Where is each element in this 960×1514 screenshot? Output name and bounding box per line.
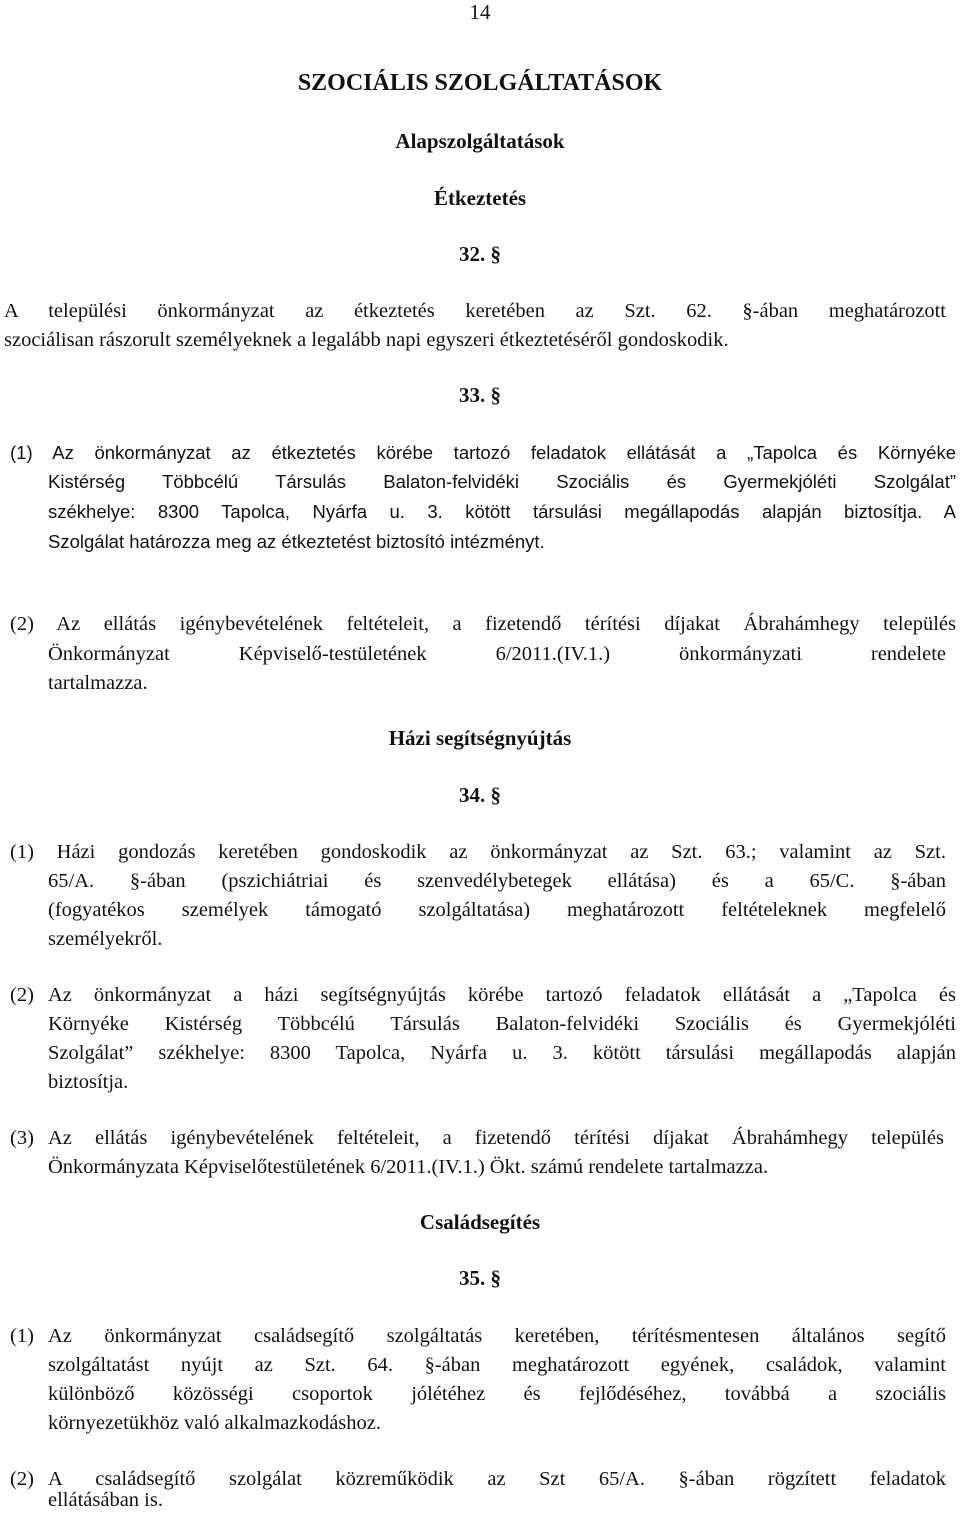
- text-line: Önkormányzata Képviselőtestületének 6/2011.(IV.1.) Ökt. számú rendelete tartalmazza.: [48, 1156, 769, 1178]
- text-line: Környéke Kistérség Többcélú Társulás Balaton-felvidéki Szociális és Gyermekjóléti: [48, 1013, 956, 1035]
- paragraph-number-35: 35. §: [459, 1266, 501, 1290]
- text-line: székhelye: 8300 Tapolca, Nyárfa u. 3. kötött társulási megállapodás alapján biztosítja. A: [48, 501, 956, 522]
- text-line: ellátásában is.: [48, 1489, 163, 1511]
- text-line: szociálisan rászorult személyeknek a legalább napi egyszeri étkeztetéséről gondoskodik.: [4, 329, 729, 351]
- text-line: Az önkormányzat a házi segítségnyújtás körébe tartozó feladatok ellátását a „Tapolca és: [48, 984, 956, 1006]
- text-line: Önkormányzat Képviselő-testületének 6/2011.(IV.1.) önkormányzati rendelete: [48, 643, 946, 665]
- section-heading-csaladsegites: Családsegítés: [419, 1210, 541, 1234]
- subtitle: Alapszolgáltatások: [395, 129, 565, 153]
- document-title: SZOCIÁLIS SZOLGÁLTATÁSOK: [297, 70, 663, 96]
- text-line: 65/A. §-ában (pszichiátriai és szenvedélybetegek ellátása) és a 65/C. §-ában: [48, 870, 946, 892]
- paragraph-number-34: 34. §: [459, 783, 501, 807]
- text-line: tartalmazza.: [48, 672, 148, 694]
- text-line: A települési önkormányzat az étkeztetés keretében az Szt. 62. §-ában meghatározott: [4, 300, 946, 322]
- page-number: 14: [469, 0, 491, 24]
- paragraph-label: (3): [10, 1127, 34, 1149]
- text-line: szolgáltatást nyújt az Szt. 64. §-ában meghatározott egyének, családok, valamint: [48, 1354, 946, 1376]
- paragraph-label: (1): [10, 1325, 34, 1347]
- text-line: (2) Az ellátás igénybevételének feltételeit, a fizetendő térítési díjakat Ábrahámhegy település: [10, 613, 956, 635]
- text-line: biztosítja.: [48, 1071, 129, 1093]
- text-line: személyekről.: [48, 928, 163, 950]
- text-line: (fogyatékos személyek támogató szolgáltatása) meghatározott feltételeknek megfelelő: [48, 899, 946, 921]
- paragraph-label: (2): [10, 984, 34, 1006]
- text-line: (1) Házi gondozás keretében gondoskodik az önkormányzat az Szt. 63.; valamint az Szt.: [10, 841, 946, 863]
- section-heading-etkeztetes: Étkeztetés: [433, 186, 527, 210]
- text-line: Szolgálat” székhelye: 8300 Tapolca, Nyárfa u. 3. kötött társulási megállapodás alapján: [48, 1042, 956, 1064]
- text-line: Az ellátás igénybevételének feltételeit, a fizetendő térítési díjakat Ábrahámhegy település: [48, 1127, 944, 1149]
- section-heading-hazi-segitsegnyujtas: Házi segítségnyújtás: [388, 726, 572, 750]
- text-line: A családsegítő szolgálat közreműködik az Szt 65/A. §-ában rögzített feladatok: [48, 1468, 946, 1490]
- text-line: Szolgálat határozza meg az étkeztetést biztosító intézményt.: [48, 531, 545, 552]
- paragraph-number-33: 33. §: [459, 383, 501, 407]
- paragraph-number-32: 32. §: [459, 242, 501, 266]
- text-line: környezetükhöz való alkalmazkodáshoz.: [48, 1412, 381, 1434]
- text-line: Kistérség Többcélú Társulás Balaton-felvidéki Szociális és Gyermekjóléti Szolgálat”: [48, 471, 956, 492]
- paragraph-label: (2): [10, 1468, 34, 1490]
- text-line: Az önkormányzat családsegítő szolgáltatás keretében, térítésmentesen általános segítő: [48, 1325, 946, 1347]
- text-line: (1) Az önkormányzat az étkeztetés körébe tartozó feladatok ellátását a „Tapolca és Környéke: [10, 442, 956, 463]
- text-line: különböző közösségi csoportok jólétéhez és fejlődéséhez, továbbá a szociális: [48, 1383, 946, 1405]
